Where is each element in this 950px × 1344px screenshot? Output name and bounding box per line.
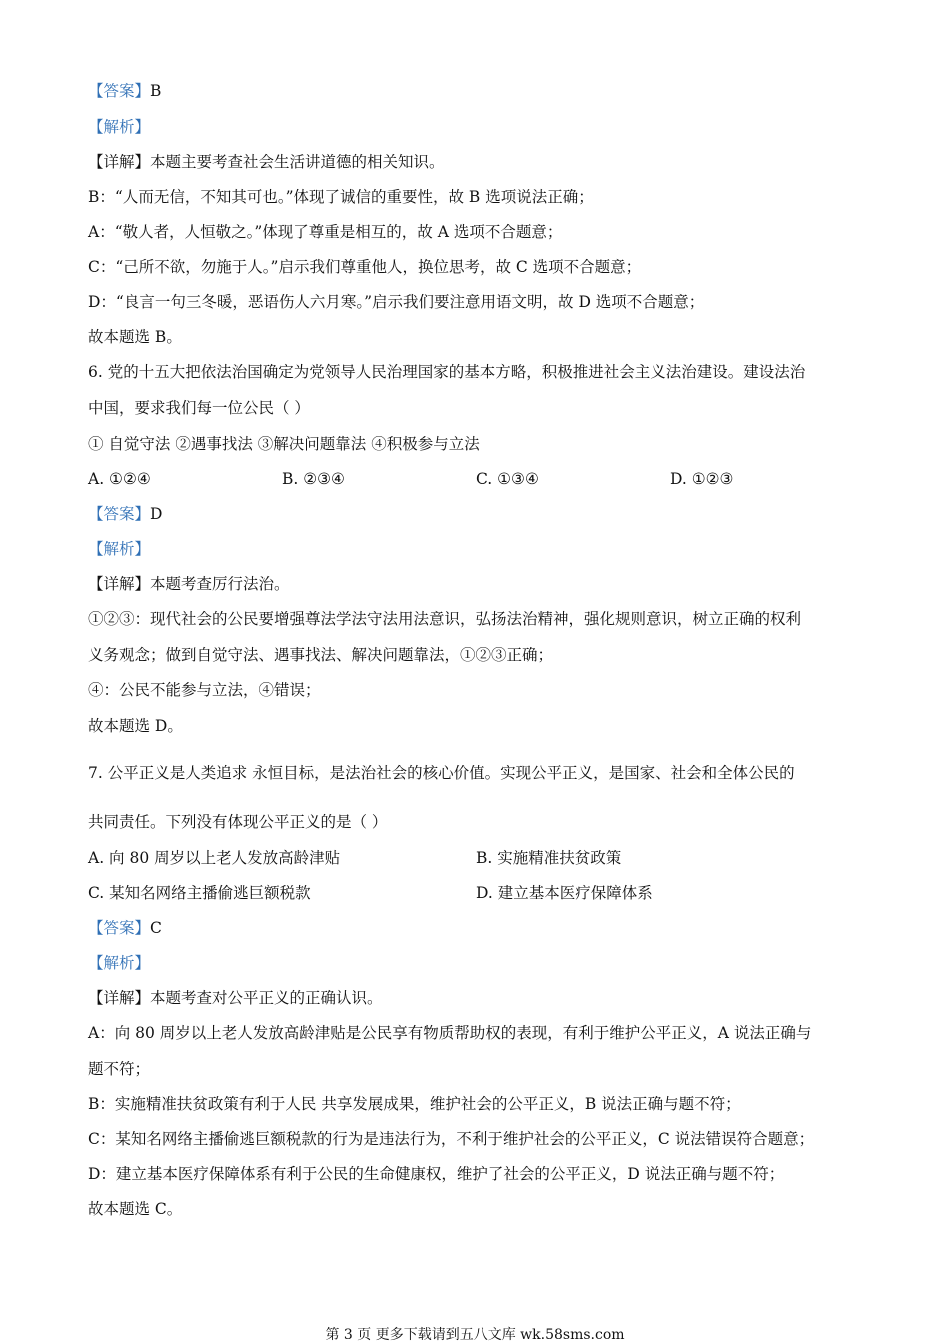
- q6-option-a: A. ①②④: [88, 470, 151, 488]
- q5-line: B：“人而无信，不知其可也。”体现了诚信的重要性，故 B 选项说法正确；: [88, 188, 594, 206]
- q5-line: A：“敬人者，人恒敬之。”体现了尊重是相互的，故 A 选项不合题意；: [88, 223, 563, 241]
- q5-answer: [88, 81, 161, 101]
- q5-analysis-tag: 【解析】: [88, 118, 151, 136]
- q7-line: D：建立基本医疗保障体系有利于公民的生命健康权，维护了社会的公平正义，D 说法正确与题不符；: [88, 1165, 785, 1183]
- q7-option-a: A. 向 80 周岁以上老人发放高龄津贴: [88, 849, 341, 867]
- detail-text: 本题考查对公平正义的正确认识。: [150, 989, 383, 1007]
- q7-stem: 7. 公平正义是人类追求 永恒目标，是法治社会的核心价值。实现公平正义，是国家、社会和全体公民的: [88, 764, 795, 782]
- q7-detail: [88, 988, 383, 1008]
- q6-stem: 中国，要求我们每一位公民（ ）: [88, 399, 310, 417]
- q7-line: 题不符；: [88, 1060, 151, 1078]
- q5-line: 故本题选 B。: [88, 328, 182, 346]
- q6-line: ①②③：现代社会的公民要增强尊法学法守法用法意识，弘扬法治精神，强化规则意识，树立正确的权利: [88, 610, 802, 628]
- q6-stem: 6. 党的十五大把依法治国确定为党领导人民治理国家的基本方略，积极推进社会主义法治建设。建设法治: [88, 363, 806, 381]
- q7-line: C：某知名网络主播偷逃巨额税款的行为是违法行为，不利于维护社会的公平正义，C 说法错误符合题意；: [88, 1130, 815, 1148]
- detail-text: 本题考查厉行法治。: [150, 575, 290, 593]
- answer-value: D: [150, 505, 163, 523]
- q5-line: C：“己所不欲，勿施于人。”启示我们尊重他人，换位思考，故 C 选项不合题意；: [88, 258, 642, 276]
- q7-analysis-tag: 【解析】: [88, 954, 151, 972]
- detail-text: 本题主要考查社会生活讲道德的相关知识。: [150, 153, 445, 171]
- q7-line: A：向 80 周岁以上老人发放高龄津贴是公民享有物质帮助权的表现，有利于维护公平正义，A 说法正确与: [88, 1024, 812, 1042]
- page-footer: 第 3 页 更多下载请到五八文库 wk.58sms.com: [325, 1327, 625, 1343]
- q6-option-c: C. ①③④: [476, 470, 539, 488]
- q6-analysis-tag: 【解析】: [88, 540, 151, 558]
- q7-answer: [88, 918, 162, 938]
- detail-tag: 【详解】: [88, 153, 151, 171]
- q6-line: 故本题选 D。: [88, 717, 183, 735]
- detail-tag: 【详解】: [88, 989, 151, 1007]
- answer-value: B: [150, 82, 162, 100]
- q6-line: ④：公民不能参与立法，④错误；: [88, 681, 321, 699]
- q7-option-c: C. 某知名网络主播偷逃巨额税款: [88, 884, 311, 902]
- q7-option-d: D. 建立基本医疗保障体系: [476, 884, 653, 902]
- answer-value: C: [150, 919, 162, 937]
- q7-line: 故本题选 C。: [88, 1200, 183, 1218]
- q6-answer: [88, 504, 162, 524]
- answer-tag: 【答案】: [88, 82, 151, 100]
- answer-tag: 【答案】: [88, 505, 151, 523]
- q5-line: D：“良言一句三冬暖，恶语伤人六月寒。”启示我们要注意用语文明，故 D 选项不合题意；: [88, 293, 705, 311]
- q6-line: 义务观念；做到自觉守法、遇事找法、解决问题靠法，①②③正确；: [88, 646, 554, 664]
- q5-detail: [88, 152, 445, 172]
- q6-items: ① 自觉守法 ②遇事找法 ③解决问题靠法 ④积极参与立法: [88, 435, 480, 453]
- q6-detail: [88, 574, 290, 594]
- q7-line: B：实施精准扶贫政策有利于人民 共享发展成果，维护社会的公平正义，B 说法正确与题不符；: [88, 1095, 741, 1113]
- q6-option-b: B. ②③④: [282, 470, 345, 488]
- q7-option-b: B. 实施精准扶贫政策: [476, 849, 622, 867]
- q6-option-d: D. ①②③: [670, 470, 734, 488]
- q7-stem: 共同责任。下列没有体现公平正义的是（ ）: [88, 813, 388, 831]
- detail-tag: 【详解】: [88, 575, 151, 593]
- answer-tag: 【答案】: [88, 919, 151, 937]
